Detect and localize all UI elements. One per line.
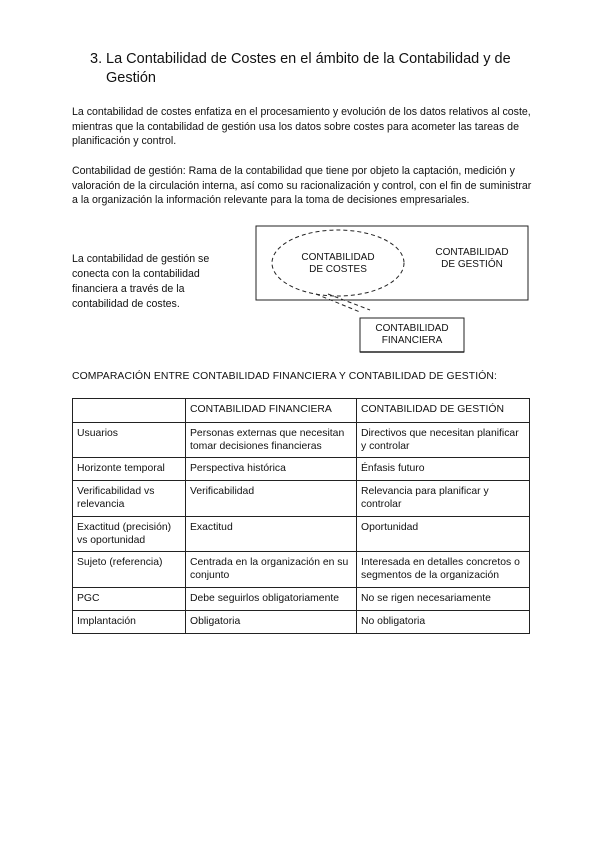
gestion-cell: Énfasis futuro [357,458,530,481]
row-label: Usuarios [73,422,186,458]
financiera-label-line2: FINANCIERA [381,335,443,346]
gestion-label-line1: CONTABILIDAD [435,247,509,258]
table-header-row [73,399,530,423]
section-heading [90,50,530,88]
row-label: Horizonte temporal [73,458,186,481]
header-cell-empty [73,399,186,423]
accounting-relationship-diagram [250,222,530,358]
table-row [73,422,530,458]
row-label: Verificabilidad vs relevancia [73,481,186,517]
connector-line-left [316,294,360,312]
gestion-cell: Interesada en detalles concretos o segmentos de la organización [357,552,530,588]
costes-label-line1: CONTABILIDAD [301,252,375,263]
table-row [73,458,530,481]
table-row [73,610,530,633]
gestion-cell: Relevancia para planificar y controlar [357,481,530,517]
gestion-cell: Oportunidad [357,516,530,552]
definition-paragraph: Contabilidad de gestión: Rama de la contabilidad que tiene por objeto la captación, medición y valoración de la circulación interna, así como su racionalización y control, con el fin de suministrar a la organización la información relevante para la toma de decisiones empresariales. [72,165,532,207]
costes-label-line2: DE COSTES [309,264,367,275]
table-row [73,481,530,517]
gestion-label-line2: DE GESTIÓN [441,259,503,270]
financiera-cell: Verificabilidad [186,481,357,517]
row-label: PGC [73,587,186,610]
gestion-label [422,247,522,271]
financiera-cell: Personas externas que necesitan tomar decisiones financieras [186,422,357,458]
financiera-cell: Centrada en la organización en su conjunto [186,552,357,588]
table-row [73,516,530,552]
header-cell-financiera: CONTABILIDAD FINANCIERA [186,399,357,423]
table-row [73,552,530,588]
comparison-title: COMPARACIÓN ENTRE CONTABILIDAD FINANCIERA Y CONTABILIDAD DE GESTIÓN: [72,371,497,382]
section-number: 3. [90,51,103,67]
row-label: Implantación [73,610,186,633]
row-label: Sujeto (referencia) [73,552,186,588]
costes-label [290,252,386,276]
comparison-table [72,398,530,634]
financiera-cell: Debe seguirlos obligatoriamente [186,587,357,610]
financiera-label [362,323,462,347]
gestion-cell: No se rigen necesariamente [357,587,530,610]
table-row [73,587,530,610]
financiera-cell: Exactitud [186,516,357,552]
row-label: Exactitud (precisión) vs oportunidad [73,516,186,552]
financiera-cell: Perspectiva histórica [186,458,357,481]
header-cell-gestion: CONTABILIDAD DE GESTIÓN [357,399,530,423]
financiera-cell: Obligatoria [186,610,357,633]
financiera-label-line1: CONTABILIDAD [375,323,449,334]
intro-paragraph: La contabilidad de costes enfatiza en el procesamiento y evolución de los datos relativos al coste, mientras que la contabilidad de gestión usa los datos sobre costes para acometer las tareas de planificación y control. [72,106,531,148]
gestion-cell: Directivos que necesitan planificar y controlar [357,422,530,458]
diagram-caption-text: La contabilidad de gestión se conecta con la contabilidad financiera a través de la contabilidad de costes. [72,253,210,310]
gestion-cell: No obligatoria [357,610,530,633]
section-title: La Contabilidad de Costes en el ámbito de la Contabilidad y de Gestión [106,51,511,86]
